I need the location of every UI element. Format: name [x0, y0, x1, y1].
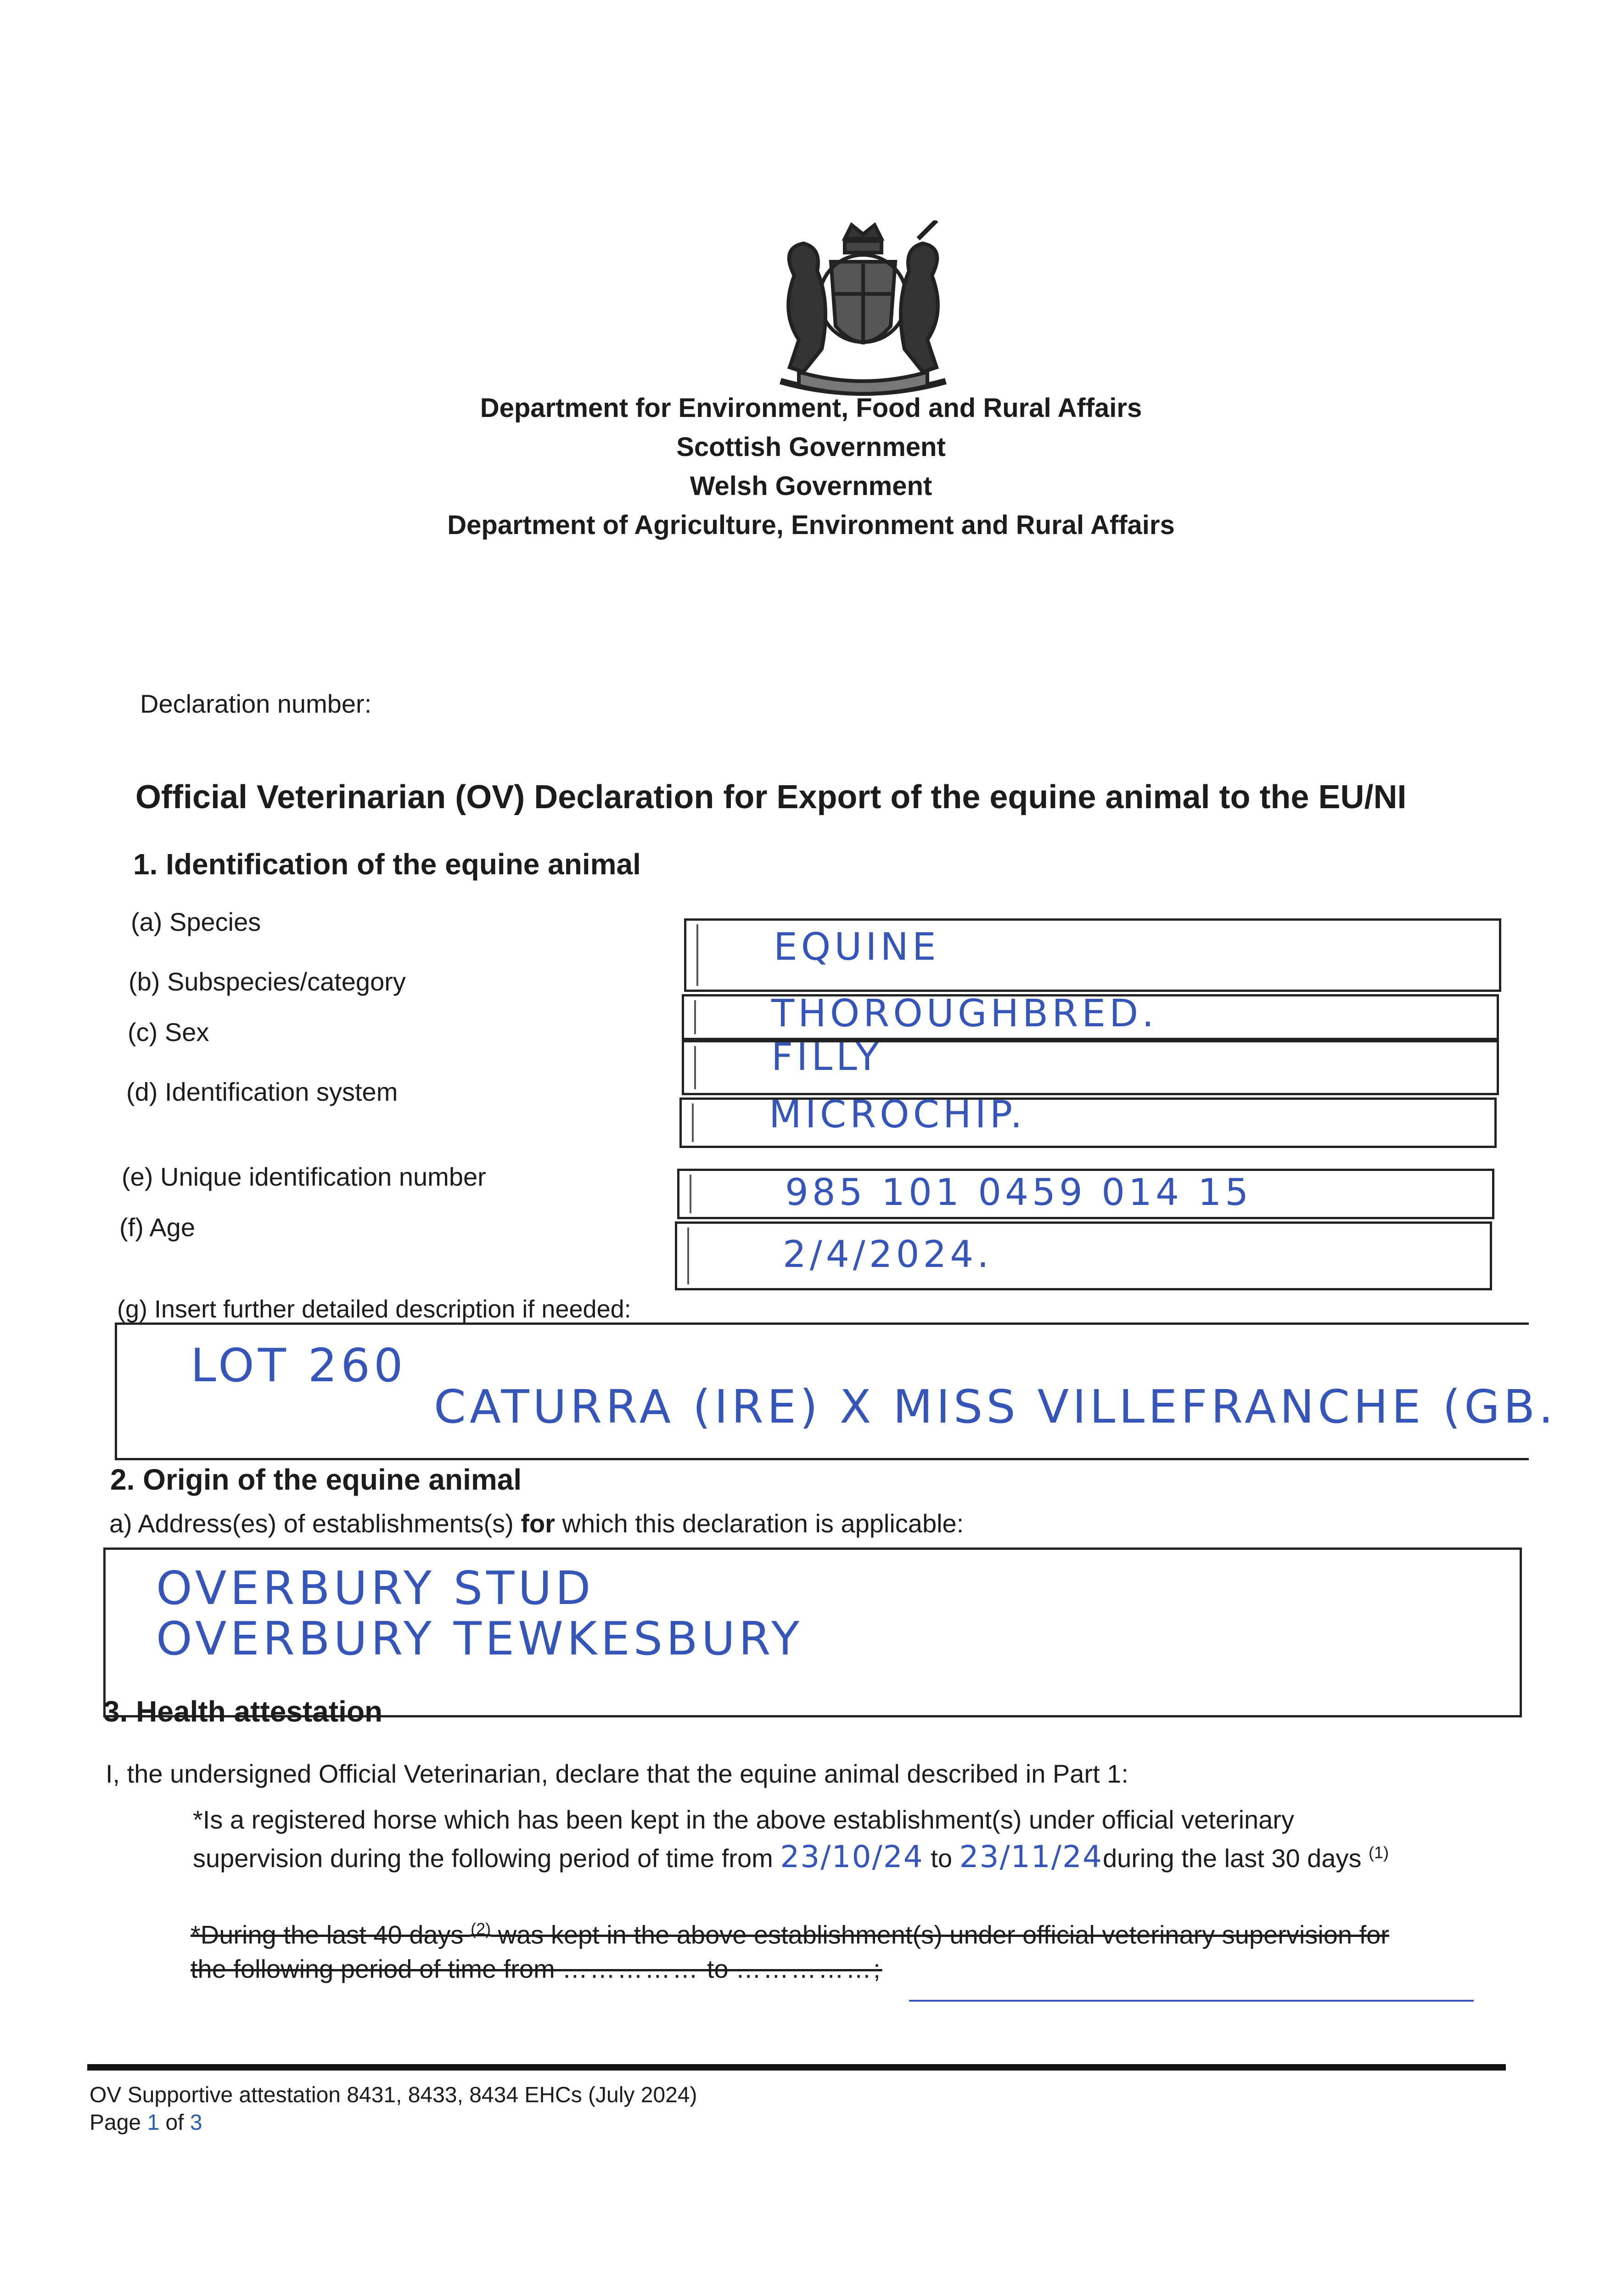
establishment-address-field[interactable] [103, 1548, 1522, 1717]
paragraph1-line2: supervision during the following period of time from 23/10/24 to 23/11/24during the last 30 days $^{(1)}$ [193, 1839, 1389, 1874]
paragraph1-line1: *Is a registered horse which has been kept in the above establishment(s) under official veterinary [193, 1805, 1294, 1834]
species-field[interactable] [684, 918, 1501, 992]
header-line-1: Department for Environment, Food and Rural Affairs [480, 393, 1142, 423]
further-description-label: (g) Insert further detailed description if needed: [117, 1295, 631, 1323]
identification-system-field[interactable] [679, 1093, 1497, 1148]
footer-attestation: OV Supportive attestation 8431, 8433, 8434 EHCs (July 2024) [90, 2083, 697, 2107]
further-description-line-1: LOT 260 [191, 1339, 407, 1392]
further-description-field[interactable] [115, 1322, 1557, 1460]
header-line-3: Welsh Government [690, 471, 932, 501]
age-field[interactable] [675, 1221, 1492, 1290]
page-title: Official Veterinarian (OV) Declaration for Export of the equine animal to the EU/NI [135, 779, 1407, 816]
age-value: 2/4/2024. [783, 1233, 993, 1276]
health-attestation-intro: I, the undersigned Official Veterinarian, declare that the equine animal described in Part 1: [106, 1759, 1128, 1788]
uid-field[interactable] [677, 1169, 1494, 1219]
subspecies-field[interactable] [682, 994, 1499, 1040]
address-line-2: OVERBURY TEWKESBURY [156, 1612, 803, 1666]
footer-rule [87, 2064, 1506, 2071]
royal-coat-of-arms-icon [753, 220, 973, 404]
paragraph2-line1: *During the last 40 days $^{(2)}$ was kept in the above establishment(s) under official veterinary supervision for [191, 1919, 1389, 1949]
species-value: EQUINE [774, 925, 940, 969]
header-line-2: Scottish Government [676, 432, 946, 462]
sex-label: (c) Sex [128, 1018, 209, 1047]
footer-page: Page 1 of 3 [90, 2110, 202, 2135]
further-description-line-2: CATURRA (IRE) X MISS VILLEFRANCHE (GB. [434, 1380, 1557, 1434]
establishment-address-label: a) Address(es) of establishments(s) for which this declaration is applicable: [109, 1509, 964, 1538]
subspecies-label: (b) Subspecies/category [129, 967, 406, 996]
uid-value: 985 101 0459 014 15 [785, 1171, 1252, 1214]
sex-value: FILLY [771, 1035, 882, 1079]
section2-heading: 2. Origin of the equine animal [110, 1463, 522, 1496]
subspecies-value: THOROUGHBRED. [771, 992, 1158, 1035]
address-line-1: OVERBURY STUD [156, 1561, 595, 1615]
section3-heading: 3. Health attestation [103, 1695, 383, 1728]
identification-system-value: MICROCHIP. [769, 1093, 1026, 1137]
species-label: (a) Species [131, 907, 261, 936]
supervision-to-date[interactable]: 23/11/24 [959, 1839, 1103, 1874]
uid-label: (e) Unique identification number [122, 1162, 486, 1191]
strike-line [909, 2000, 1474, 2002]
paragraph2-line2: the following period of time from …………… to ……………; [191, 1954, 882, 1983]
declaration-number-label: Declaration number: [140, 689, 372, 718]
section1-heading: 1. Identification of the equine animal [133, 848, 641, 881]
header-line-4: Department of Agriculture, Environment and Rural Affairs [447, 510, 1175, 540]
supervision-from-date[interactable]: 23/10/24 [780, 1839, 924, 1874]
sex-field[interactable] [682, 1035, 1499, 1095]
age-label: (f) Age [119, 1213, 195, 1242]
identification-system-label: (d) Identification system [126, 1077, 398, 1106]
